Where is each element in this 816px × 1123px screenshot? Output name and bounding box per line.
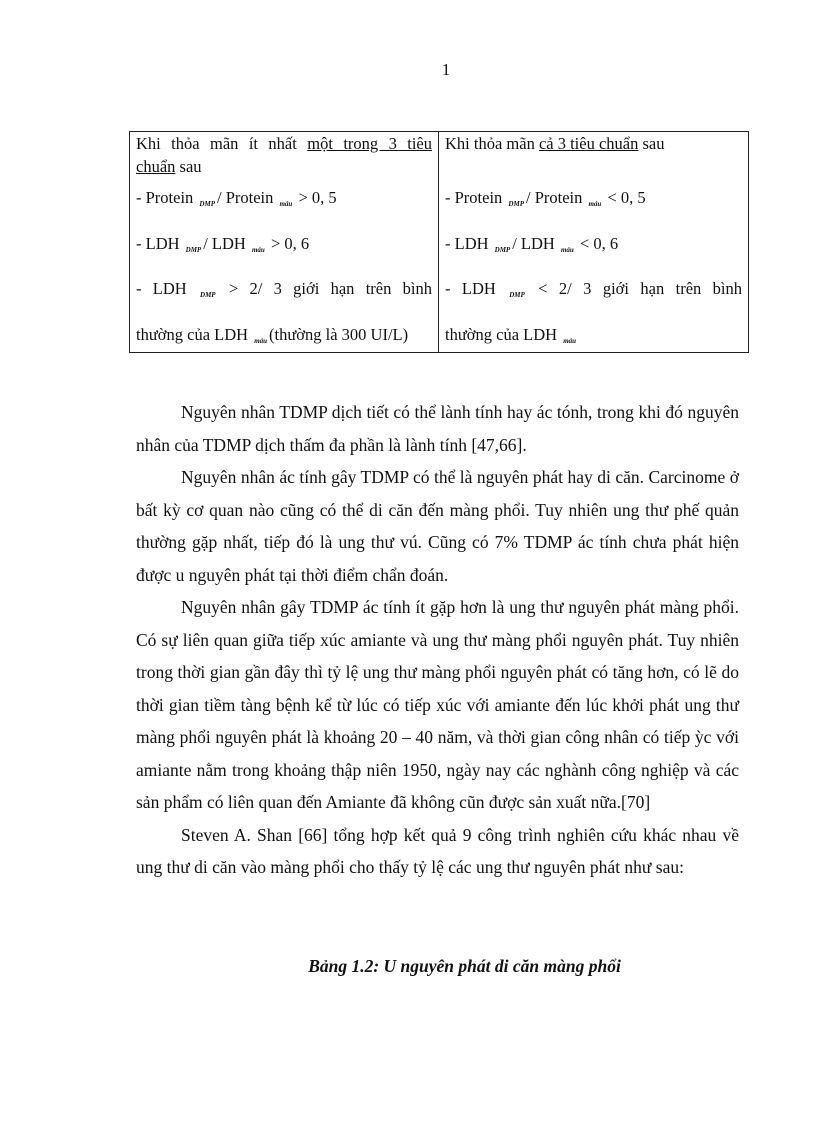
exudate-heading-text: Khi thỏa mãn ít nhất [136,134,308,153]
criterion-text: / LDH [512,234,559,253]
criterion-value: > 0, 6 [266,234,310,253]
exudate-heading-underlined: một trong 3 tiêu [307,134,432,153]
transudate-protein-ratio [445,186,742,209]
exudate-ldh-limit [136,277,432,300]
subscript: DMP [185,246,202,254]
paragraph-causes: Nguyên nhân TDMP dịch tiết có thể lành tính hay ác tónh, trong khi đó nguyên nhân của TDMP dịch thấm đa phần là lành tính [47,66]. [136,402,739,455]
criterion-text: thường của LDH [445,325,562,344]
exudate-ldh-limit-cont [136,323,432,346]
criterion-value: < 2/ 3 giới hạn trên bình [526,279,743,298]
transudate-ldh-limit [445,277,742,300]
subscript: DMP [199,200,215,208]
subscript: DMP [509,291,525,299]
criterion-text: - LDH [445,234,493,253]
subscript: máu [560,246,574,254]
criterion-value: > 2/ 3 giới hạn trên bình [217,279,433,298]
transudate-ldh-limit-cont [445,323,742,346]
subscript: DMP [200,291,216,299]
paragraph-metastasis-study: Steven A. Shan [66] tổng hợp kết quả 9 công trình nghiên cứu khác nhau về ung thư di căn vào màng phổi cho thấy tỷ lệ các ung thư nguyên phát như sau: [136,824,739,877]
exudate-criteria-cell [130,132,439,353]
criterion-value: < 0, 5 [603,188,646,207]
exudate-protein-ratio [136,186,432,209]
table-row [130,132,749,353]
subscript: máu [251,246,265,254]
criterion-text: (thường là 300 UI/L) [269,325,409,344]
criterion-text: - Protein [136,188,198,207]
transudate-ldh-ratio [445,232,742,255]
subscript: máu [254,337,268,345]
transudate-heading-suffix: sau [638,134,665,153]
exudate-heading [136,132,432,155]
criterion-value: < 0, 6 [575,234,619,253]
criterion-text: / LDH [203,234,250,253]
criterion-text: / Protein [216,188,278,207]
criterion-value: > 0, 5 [294,188,337,207]
transudate-criteria-cell [439,132,749,353]
subscript: DMP [494,246,511,254]
transudate-heading [445,132,742,155]
criterion-text: - LDH [445,279,508,298]
exudate-heading-underlined-2: chuẩn [136,157,176,176]
criterion-text: - LDH [136,234,184,253]
page-number: 1 [441,60,451,79]
subscript: máu [588,200,602,208]
exudate-heading-suffix: sau [175,157,202,176]
transudate-heading-underlined: cả 3 tiêu chuẩn [538,134,639,153]
exudate-heading-cont [136,155,432,178]
criterion-text: / Protein [525,188,587,207]
table-caption-text: Bảng 1.2: U nguyên phát di căn màng phổi [308,956,621,976]
subscript: máu [563,337,577,345]
table-caption [136,952,739,980]
subscript: máu [279,200,293,208]
transudate-heading-text: Khi thỏa mãn [445,134,539,153]
exudate-ldh-ratio [136,232,432,255]
criterion-text: - LDH [136,279,199,298]
body-text [136,396,739,884]
criterion-text: - Protein [445,188,507,207]
paragraph-malignant-causes: Nguyên nhân ác tính gây TDMP có thể là nguyên phát hay di căn. Carcinome ở bất kỳ cơ quan nào cũng có thể di căn đến màng phổi. Tuy nhiên ung thư phế quản thường gặp nhất, tiếp đó là ung thư vú. Cũng có 7% TDMP ác tính chưa phát hiện được u nguyên phát tại thời điểm chẩn đoán. [136,467,739,585]
subscript: DMP [508,200,524,208]
criteria-table [129,131,749,353]
criterion-text: thường của LDH [136,325,253,344]
paragraph-mesothelioma: Nguyên nhân gây TDMP ác tính ít gặp hơn là ung thư nguyên phát màng phổi. Có sự liên quan giữa tiếp xúc amiante và ung thư màng phổi nguyên phát. Tuy nhiên trong thời gian gần đây thì tỷ lệ ung thư màng phổi nguyên phát có tăng hơn, có lẽ do thời gian tiềm tàng bệnh kể từ lúc có tiếp xúc với amiante đến lúc khởi phát ung thư màng phổi nguyên phát là khoảng 20 – 40 năm, và thời gian công nhân có tiếp ỳc với amiante nằm trong khoảng thập niên 1950, ngày nay các nghành công nghiệp và các sản phẩm có liên quan đến Amiante đã không cũn được sản xuất nữa.[70] [136,597,739,812]
